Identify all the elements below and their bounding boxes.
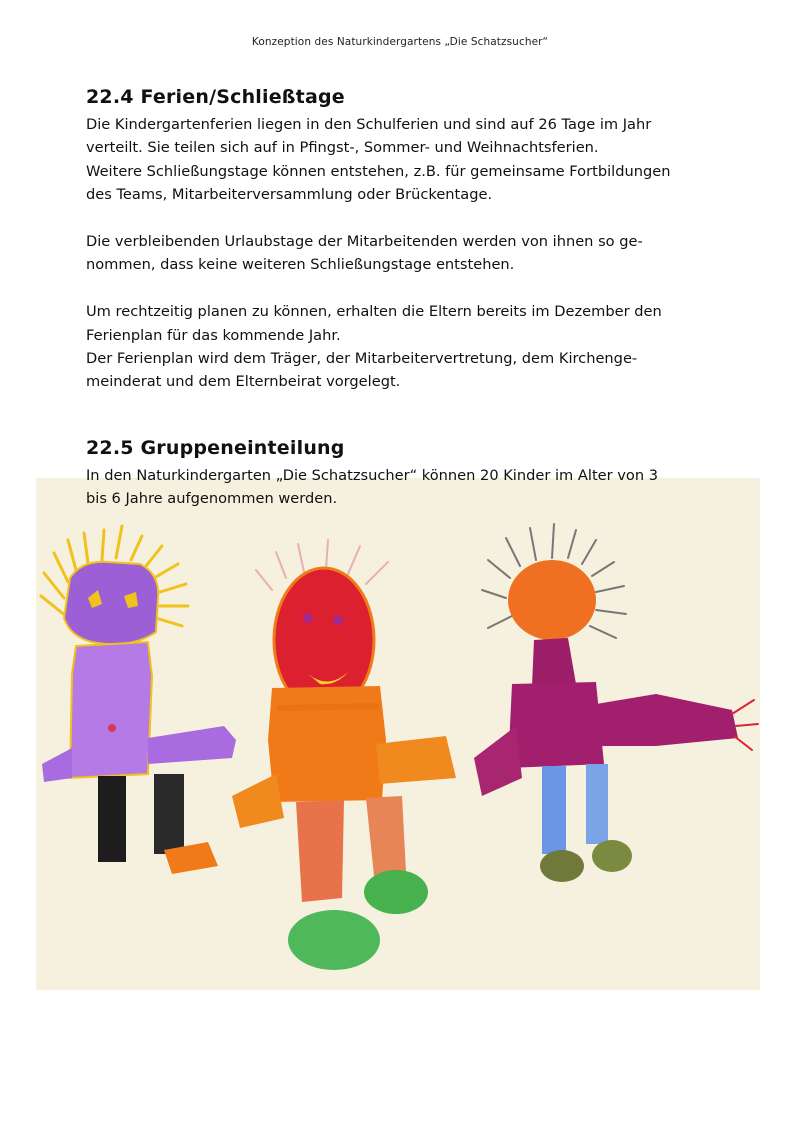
child-drawing-illustration <box>36 478 760 990</box>
paragraph: Die verbleibenden Urlaubstage der Mitarbeitenden werden von ihnen so ge- nommen, dass keine weiteren Schließungstage entstehen. <box>86 233 643 274</box>
section-gruppeneinteilung <box>86 436 726 511</box>
section-heading: 22.5 Gruppeneinteilung <box>86 437 345 459</box>
paragraph: Um rechtzeitig planen zu können, erhalten die Eltern bereits im Dezember den Ferienplan für das kommende Jahr. Der Ferienplan wird dem Träger, der Mitarbeitervertretung, dem Kirchenge- meinderat und dem Elternbeirat vorgelegt. <box>86 303 662 391</box>
page-header: Konzeption des Naturkindergartens „Die Schatzsucher“ <box>251 36 549 48</box>
section-heading: 22.4 Ferien/Schließtage <box>86 86 345 108</box>
paragraph: Die Kindergartenferien liegen in den Schulferien und sind auf 26 Tage im Jahr verteilt. Sie teilen sich auf in Pfingst-, Sommer- und Weihnachtsferien. Weitere Schließungstage können entstehen, z.B. für gemeinsame Fortbildungen des Teams, Mitarbeiterversammlung oder Brückentage. <box>86 116 671 204</box>
section-ferien-schliesstage <box>86 85 726 394</box>
paragraph: In den Naturkindergarten „Die Schatzsucher“ können 20 Kinder im Alter von 3 bis 6 Jahre aufgenommen werden. <box>86 467 659 508</box>
